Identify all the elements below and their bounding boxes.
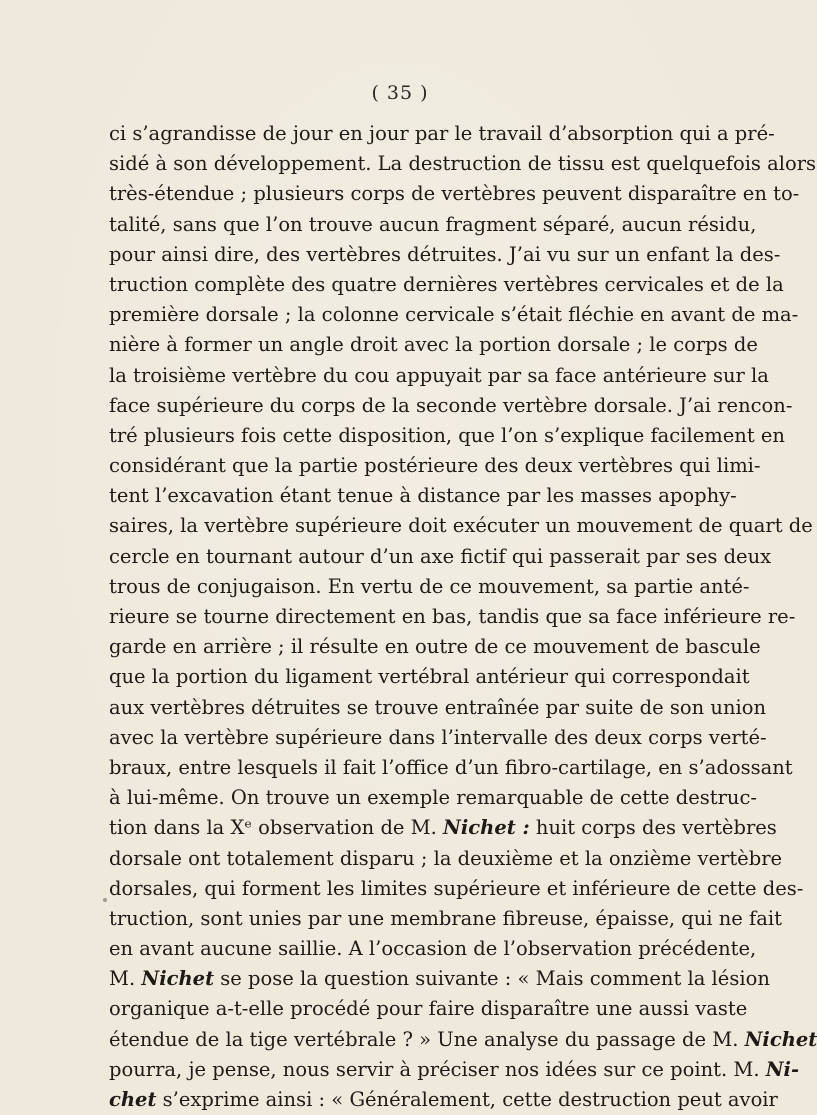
text-line: garde en arrière ; il résulte en outre de ce mouvement de bascule [109, 635, 761, 659]
text-segment: étendue de la tige vertébrale ? » Une analyse du passage de M. [109, 1027, 745, 1051]
text-line: trous de conjugaison. En vertu de ce mouvement, sa partie anté- [109, 574, 750, 598]
author-name: Nichet [744, 1027, 817, 1051]
text-line: face supérieure du corps de la seconde vertèbre dorsale. J’ai rencon- [109, 393, 793, 417]
author-name: chet [109, 1088, 157, 1111]
page-number: ( 35 ) [371, 82, 429, 104]
text-line: talité, sans que l’on trouve aucun fragment séparé, aucun résidu, [109, 212, 757, 236]
text-line: rieure se tourne directement en bas, tandis que sa face inférieure re- [109, 605, 796, 628]
text-line: organique a-t-elle procédé pour faire disparaître une aussi vaste [109, 997, 748, 1021]
author-name: Nichet : [443, 816, 530, 840]
text-line: pour ainsi dire, des vertèbres détruites. J’ai vu sur un enfant la des- [109, 242, 781, 266]
text-segment: huit corps des vertèbres [529, 816, 777, 840]
text-line: truction complète des quatre dernières vertèbres cervicales et de la [109, 272, 784, 296]
body-text [109, 119, 817, 1115]
author-name: Ni- [765, 1057, 800, 1081]
text-line: que la portion du ligament vertébral antérieur qui correspondait [109, 665, 750, 689]
text-line: avec la vertèbre supérieure dans l’intervalle des deux corps verté- [109, 725, 767, 749]
text-line: cercle en tournant autour d’un axe fictif qui passerait par ses deux [109, 544, 772, 568]
text-line: à lui-même. On trouve un exemple remarquable de cette destruc- [109, 786, 757, 810]
text-line: ci s’agrandisse de jour en jour par le travail d’absorption qui a pré- [109, 122, 775, 145]
text-segment: tion dans la Xᵉ observation de M. [109, 816, 444, 840]
text-segment: s’exprime ainsi : « Généralement, cette destruction peut avoir [156, 1088, 778, 1111]
text-line [109, 1055, 800, 1085]
text-line: nière à former un angle droit avec la portion dorsale ; le corps de [109, 333, 758, 357]
text-line: en avant aucune saillie. A l’occasion de l’observation précédente, [109, 937, 757, 961]
text-line: braux, entre lesquels il fait l’office d’un fibro-cartilage, en s’adossant [109, 755, 793, 779]
text-line: la troisième vertèbre du cou appuyait par sa face antérieure sur la [109, 363, 769, 387]
text-line: dorsale ont totalement disparu ; la deuxième et la onzième vertèbre [109, 846, 783, 870]
text-line [109, 813, 777, 843]
text-line: considérant que la partie postérieure des deux vertèbres qui limi- [109, 454, 761, 478]
text-line: aux vertèbres détruites se trouve entraînée par suite de son union [109, 695, 767, 719]
text-line [109, 964, 770, 994]
text-line: truction, sont unies par une membrane fibreuse, épaisse, qui ne fait [109, 906, 782, 930]
text-line [109, 1025, 817, 1055]
text-segment: se pose la question suivante : « Mais comment la lésion [214, 967, 770, 991]
text-segment: M. [109, 967, 142, 991]
text-line [109, 1085, 778, 1115]
text-line: dorsales, qui forment les limites supérieure et inférieure de cette des- [109, 876, 804, 900]
text-line: très-étendue ; plusieurs corps de vertèbres peuvent disparaître en to- [109, 182, 800, 206]
author-name: Nichet [141, 967, 215, 991]
text-line: tré plusieurs fois cette disposition, que l’on s’explique facilement en [109, 423, 785, 447]
ink-speck [103, 898, 107, 902]
text-line: première dorsale ; la colonne cervicale s’était fléchie en avant de ma- [109, 303, 799, 327]
text-segment: pourra, je pense, nous servir à préciser nos idées sur ce point. M. [109, 1057, 766, 1081]
text-line: sidé à son développement. La destruction de tissu est quelquefois alors [109, 152, 817, 176]
text-line: tent l’excavation étant tenue à distance par les masses apophy- [109, 484, 737, 508]
text-line: saires, la vertèbre supérieure doit exécuter un mouvement de quart de [109, 514, 813, 538]
